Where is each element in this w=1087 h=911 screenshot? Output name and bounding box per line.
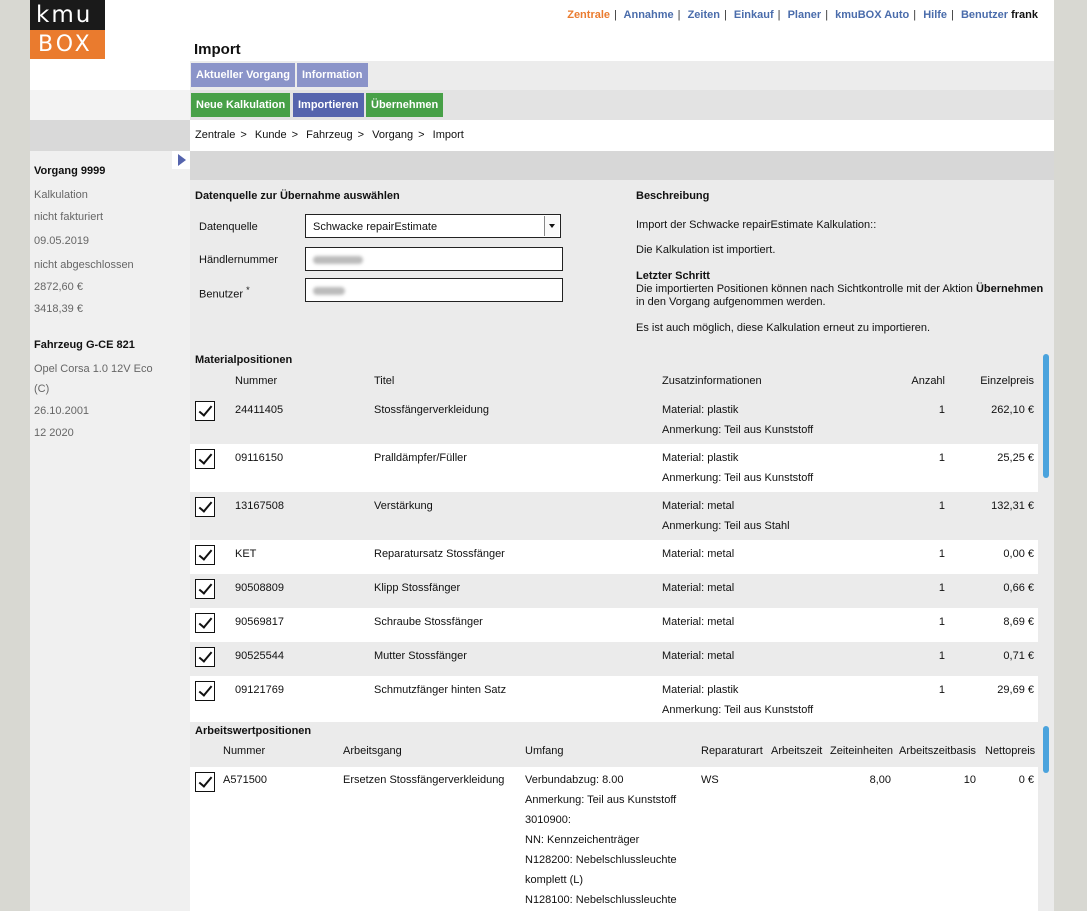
cell-umfang: komplett (L): [525, 874, 584, 886]
cell-info: Material: metal: [662, 548, 735, 560]
breadcrumb-zentrale[interactable]: Zentrale: [195, 129, 236, 141]
action-bar: [30, 90, 1054, 120]
sidebar: [30, 120, 190, 911]
sidebar-item: nicht fakturiert: [34, 211, 104, 223]
row-checkbox[interactable]: [195, 772, 215, 792]
table-row: [190, 608, 1038, 642]
cell-titel: Verstärkung: [374, 500, 433, 512]
col-umfang: Umfang: [525, 745, 564, 757]
cell-anzahl: 1: [938, 548, 945, 560]
beschreibung-heading: Beschreibung: [636, 190, 710, 202]
cell-nummer: A571500: [223, 774, 268, 786]
importieren-button[interactable]: Importieren: [293, 93, 364, 117]
cell-nummer: 09121769: [235, 684, 284, 696]
cell-umfang: N128200: Nebelschlussleuchte: [525, 854, 677, 866]
col-titel: Titel: [374, 375, 395, 387]
nav-hilfe[interactable]: Hilfe: [923, 9, 948, 21]
cell-nummer: 09116150: [235, 452, 284, 464]
nav-zeiten[interactable]: Zeiten: [687, 9, 720, 21]
arbeitswertpositionen-heading: Arbeitswertpositionen: [195, 725, 312, 737]
table-row: [190, 642, 1038, 676]
sidebar-fahrzeug-title[interactable]: Fahrzeug G-CE 821: [34, 339, 135, 351]
cell-titel: Mutter Stossfänger: [374, 650, 467, 662]
letzter-schritt-text: Die importierten Positionen können nach Sichtkontrolle mit der Aktion Übernehmen in den Vorgang aufgenommen werden.: [636, 283, 1044, 308]
cell-preis: 0,66 €: [1003, 582, 1034, 594]
cell-arbeitszeitbasis: 10: [963, 774, 976, 786]
cell-info: Material: plastik: [662, 404, 739, 416]
cell-preis: 8,69 €: [1003, 616, 1034, 628]
sidebar-item: 12 2020: [34, 427, 74, 439]
cell-titel: Stossfängerverkleidung: [374, 404, 489, 416]
sidebar-toggle-button[interactable]: [172, 151, 190, 169]
row-checkbox[interactable]: [195, 579, 215, 599]
sidebar-body: [30, 151, 190, 911]
col-arbeitszeit: Arbeitszeit: [771, 745, 823, 757]
required-mark: *: [246, 285, 250, 295]
cell-titel: Schmutzfänger hinten Satz: [374, 684, 507, 696]
tab-information[interactable]: Information: [297, 63, 368, 87]
col-zeiteinheiten: Zeiteinheiten: [830, 745, 893, 757]
sidebar-item: nicht abgeschlossen: [34, 259, 134, 271]
form-heading: Datenquelle zur Übernahme auswählen: [195, 190, 400, 202]
col-nummer: Nummer: [235, 375, 278, 387]
cell-anzahl: 1: [938, 500, 945, 512]
cell-umfang: 3010900:: [525, 814, 571, 826]
haendlernummer-field[interactable]: [305, 247, 563, 271]
cell-nummer: KET: [235, 548, 257, 560]
cell-nummer: 90525544: [235, 650, 284, 662]
sidebar-item: Opel Corsa 1.0 12V Eco: [34, 363, 153, 375]
col-reparaturart: Reparaturart: [701, 745, 763, 757]
nav-annahme[interactable]: Annahme: [623, 9, 674, 21]
top-navigation: Zentrale | Annahme | Zeiten | Einkauf | Planer | kmuBOX Auto | Hilfe | Benutzer frank: [567, 9, 1038, 21]
cell-nummer: 90569817: [235, 616, 284, 628]
row-checkbox[interactable]: [195, 647, 215, 667]
sidebar-item: (C): [34, 383, 50, 395]
col-zusatzinformationen: Zusatzinformationen: [662, 375, 762, 387]
logo-top: kmu: [30, 0, 105, 30]
cell-nummer: 90508809: [235, 582, 284, 594]
nav-zentrale[interactable]: Zentrale: [567, 9, 611, 21]
cell-info: Material: metal: [662, 650, 735, 662]
dropdown-arrow-icon: [544, 216, 559, 236]
letzter-schritt-heading: Letzter Schritt: [636, 270, 710, 282]
row-checkbox[interactable]: [195, 449, 215, 469]
cell-preis: 132,31 €: [991, 500, 1034, 512]
cell-info: Material: plastik: [662, 684, 739, 696]
cell-info: Material: metal: [662, 500, 735, 512]
cell-info: Material: metal: [662, 616, 735, 628]
header-strip: [190, 151, 1054, 180]
breadcrumb-import: Import: [432, 129, 464, 141]
cell-preis: 25,25 €: [997, 452, 1034, 464]
cell-zeiteinheiten: 8,00: [869, 774, 891, 786]
breadcrumb-kunde[interactable]: Kunde: [254, 129, 287, 141]
col-anzahl: Anzahl: [911, 375, 945, 387]
nav-benutzer[interactable]: Benutzer: [960, 9, 1009, 21]
uebernehmen-button[interactable]: Übernehmen: [366, 93, 443, 117]
table-row: [190, 574, 1038, 608]
cell-titel: Schraube Stossfänger: [374, 616, 483, 628]
beschreibung-line1: Import der Schwacke repairEstimate Kalkulation::: [636, 219, 877, 231]
beschreibung-line3: Es ist auch möglich, diese Kalkulation erneut zu importieren.: [636, 322, 931, 334]
row-checkbox[interactable]: [195, 401, 215, 421]
breadcrumb-fahrzeug[interactable]: Fahrzeug: [306, 129, 353, 141]
chevron-right-icon: [178, 154, 186, 166]
row-checkbox[interactable]: [195, 681, 215, 701]
cell-info: Material: plastik: [662, 452, 739, 464]
table-row: [190, 492, 1038, 540]
cell-info-note: Anmerkung: Teil aus Kunststoff: [662, 704, 814, 716]
sidebar-vorgang-title[interactable]: Vorgang 9999: [34, 165, 106, 177]
cell-info: Material: metal: [662, 582, 735, 594]
breadcrumb-vorgang[interactable]: Vorgang: [372, 129, 414, 141]
cell-anzahl: 1: [938, 404, 945, 416]
nav-einkauf[interactable]: Einkauf: [733, 9, 774, 21]
row-checkbox[interactable]: [195, 613, 215, 633]
cell-preis: 0,71 €: [1003, 650, 1034, 662]
datenquelle-label: Datenquelle: [199, 221, 258, 233]
col-nummer: Nummer: [223, 745, 266, 757]
sidebar-item: 3418,39 €: [34, 303, 83, 315]
cell-anzahl: 1: [938, 616, 945, 628]
table-row: [190, 767, 1038, 911]
tab-bar: [30, 61, 1054, 90]
cell-nettopreis: 0 €: [1018, 774, 1034, 786]
cell-nummer: 13167508: [235, 500, 284, 512]
materialpositionen-heading: Materialpositionen: [195, 354, 293, 366]
benutzer-field[interactable]: [305, 278, 563, 302]
sidebar-item: 26.10.2001: [34, 405, 90, 417]
cell-info-note: Anmerkung: Teil aus Stahl: [662, 520, 790, 532]
cell-anzahl: 1: [938, 684, 945, 696]
table-row: [190, 676, 1038, 722]
current-user: frank: [1011, 9, 1038, 21]
datenquelle-value: Schwacke repairEstimate: [313, 221, 438, 233]
cell-preis: 29,69 €: [997, 684, 1034, 696]
haendlernummer-label: Händlernummer: [199, 254, 278, 266]
nav-kmubox-auto[interactable]: kmuBOX Auto: [835, 9, 910, 21]
cell-anzahl: 1: [938, 650, 945, 662]
table-row: [190, 396, 1038, 444]
cell-reparaturart: WS: [701, 774, 719, 786]
cell-nummer: 24411405: [235, 404, 284, 416]
table-row: [190, 540, 1038, 574]
cell-arbeitsgang: Ersetzen Stossfängerverkleidung: [343, 774, 505, 786]
page: [30, 0, 1054, 911]
cell-umfang: NN: Kennzeichenträger: [525, 834, 640, 846]
tab-aktueller-vorgang[interactable]: Aktueller Vorgang: [191, 63, 295, 87]
cell-preis: 0,00 €: [1003, 548, 1034, 560]
table-row: [190, 444, 1038, 492]
logo-bottom: BOX: [30, 30, 105, 59]
cell-preis: 262,10 €: [991, 404, 1034, 416]
cell-anzahl: 1: [938, 582, 945, 594]
sidebar-item: Kalkulation: [34, 189, 88, 201]
cell-titel: Reparatursatz Stossfänger: [374, 548, 505, 560]
col-arbeitsgang: Arbeitsgang: [343, 745, 402, 757]
row-checkbox[interactable]: [195, 545, 215, 565]
neue-kalkulation-button[interactable]: Neue Kalkulation: [191, 93, 290, 117]
import-content: [190, 180, 1054, 911]
beschreibung-line2: Die Kalkulation ist importiert.: [636, 244, 776, 256]
cell-umfang: Anmerkung: Teil aus Kunststoff: [525, 794, 677, 806]
sidebar-item: 2872,60 €: [34, 281, 83, 293]
cell-umfang: N128100: Nebelschlussleuchte: [525, 894, 677, 906]
kmubox-logo[interactable]: [30, 0, 105, 59]
datenquelle-select[interactable]: [305, 214, 561, 238]
cell-info-note: Anmerkung: Teil aus Kunststoff: [662, 424, 814, 436]
cell-titel: Klipp Stossfänger: [374, 582, 461, 594]
sidebar-item: 09.05.2019: [34, 235, 90, 247]
col-arbeitszeitbasis: Arbeitszeitbasis: [899, 745, 977, 757]
cell-umfang: Verbundabzug: 8.00: [525, 774, 624, 786]
row-checkbox[interactable]: [195, 497, 215, 517]
nav-planer[interactable]: Planer: [787, 9, 822, 21]
breadcrumb: Zentrale > Kunde > Fahrzeug > Vorgang > Import: [190, 120, 1054, 151]
cell-anzahl: 1: [938, 452, 945, 464]
col-einzelpreis: Einzelpreis: [980, 375, 1034, 387]
arbeit-scrollbar[interactable]: [1043, 726, 1049, 773]
col-nettopreis: Nettopreis: [985, 745, 1036, 757]
page-title: Import: [194, 41, 241, 58]
cell-info-note: Anmerkung: Teil aus Kunststoff: [662, 472, 814, 484]
cell-titel: Pralldämpfer/Füller: [374, 452, 467, 464]
benutzer-label: Benutzer *: [199, 285, 250, 301]
material-scrollbar[interactable]: [1043, 354, 1049, 478]
